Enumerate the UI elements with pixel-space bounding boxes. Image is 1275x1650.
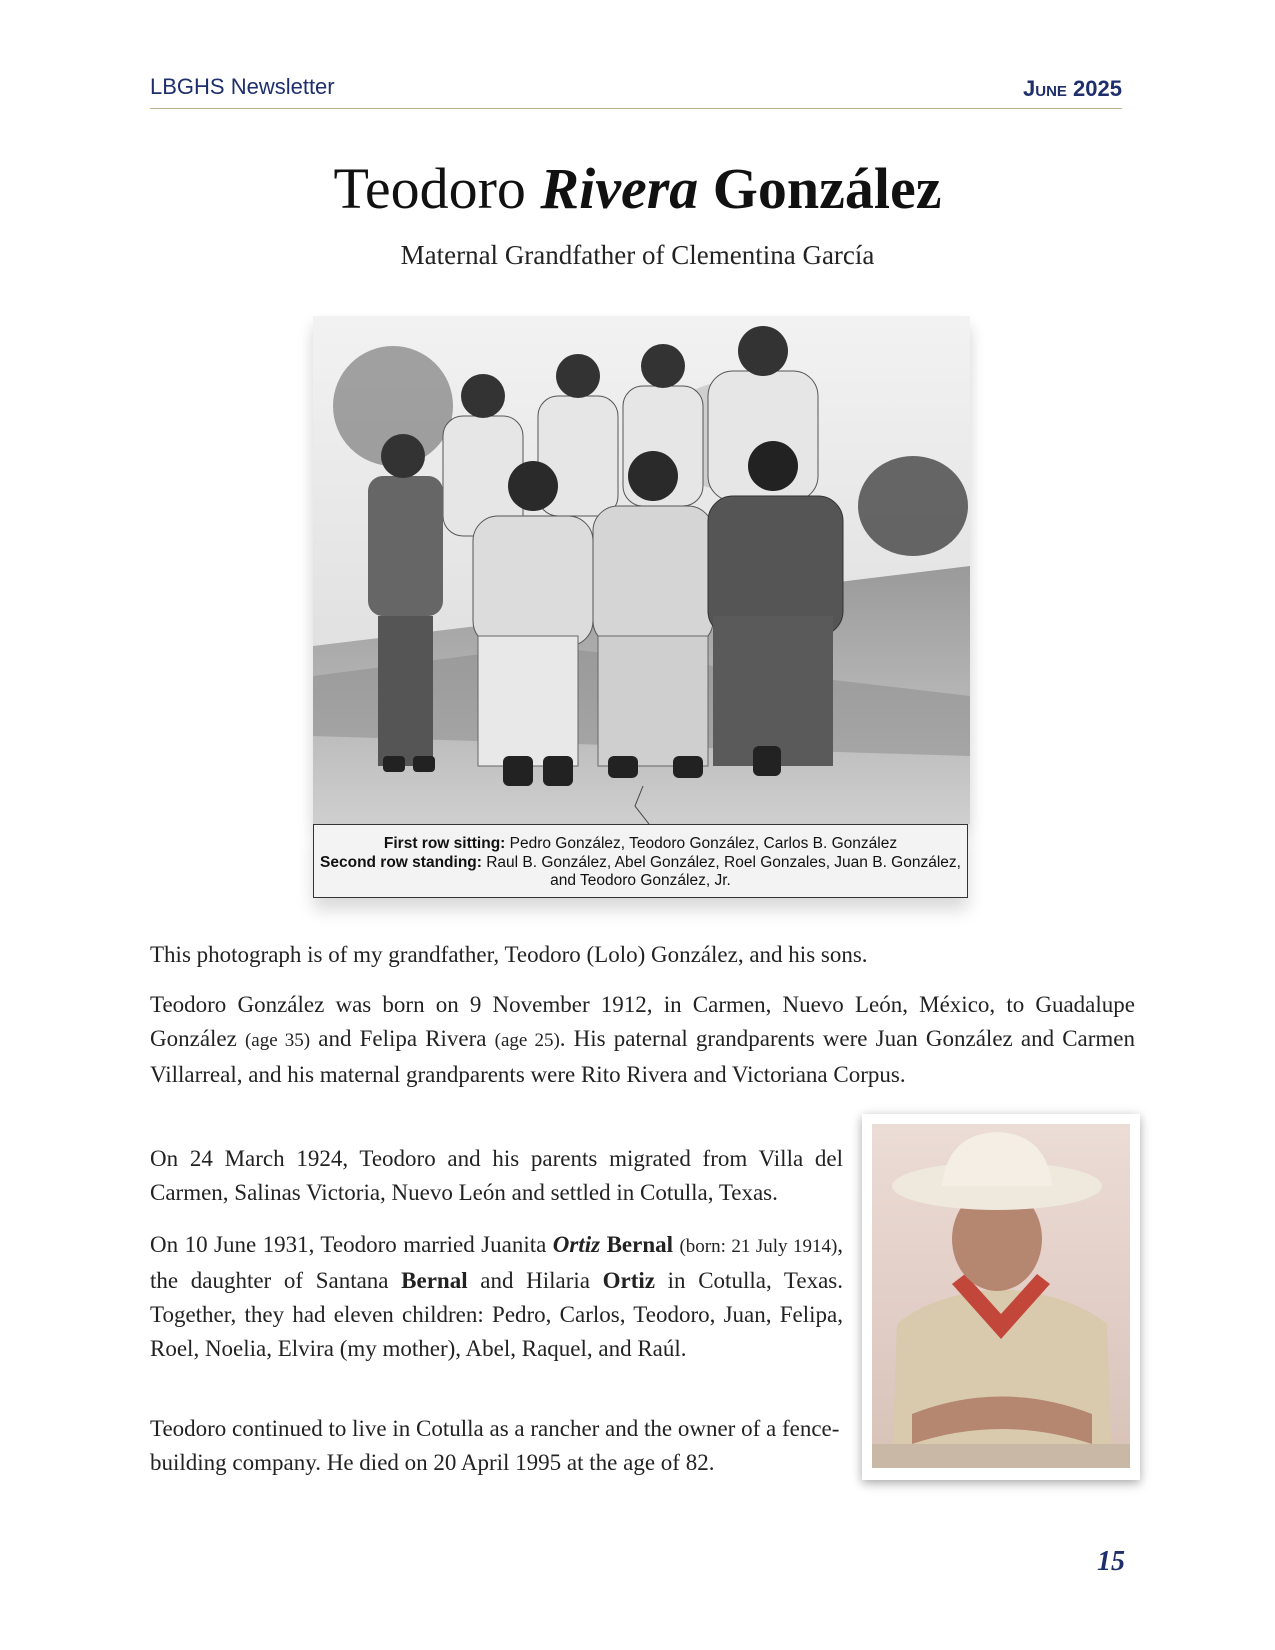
- p2-age-father: (age 35): [244, 1030, 311, 1051]
- article-title: [0, 156, 1275, 221]
- family-group-photo-image: [313, 316, 970, 824]
- p4-text-c: and Hilaria: [480, 1268, 590, 1293]
- title-middle: Rivera: [540, 156, 699, 221]
- caption-row1-names: Pedro González, Teodoro González, Carlos B. González: [509, 835, 898, 852]
- page-header: [150, 74, 1122, 109]
- caption-row2-label: Second row standing:: [320, 853, 482, 871]
- body-paragraph-3: On 24 March 1924, Teodoro and his parents migrated from Villa del Carmen, Salinas Victoria, Nuevo León and settled in Cotulla, Texas.: [150, 1146, 843, 1205]
- body-paragraph-4: [150, 1228, 843, 1366]
- caption-row2-names: Raul B. González, Abel González, Roel Gonzales, Juan B. González, and Teodoro González, Jr.: [486, 853, 961, 889]
- body-paragraph-1: This photograph is of my grandfather, Teodoro (Lolo) González, and his sons.: [150, 942, 868, 967]
- caption-row2: [314, 854, 967, 891]
- body-paragraph-2: [150, 988, 1135, 1092]
- page-number: 15: [1097, 1546, 1125, 1577]
- newsletter-name: LBGHS Newsletter: [150, 74, 335, 99]
- p4-ortiz-2: Ortiz: [602, 1268, 656, 1293]
- article-subtitle: Maternal Grandfather of Clementina García: [400, 240, 875, 270]
- p4-ortiz: Ortiz: [552, 1232, 601, 1257]
- p4-born: (born: 21 July 1914): [679, 1236, 838, 1257]
- issue-date: June 2025: [1023, 76, 1122, 101]
- title-first: Teodoro: [333, 156, 526, 221]
- portrait-photo: [862, 1114, 1140, 1480]
- body-paragraph-5: Teodoro continued to live in Cotulla as a rancher and the owner of a fence-building company. He died on 20 April 1995 at the age of 82.: [150, 1416, 840, 1475]
- p2-text-a: Teodoro González was born on 9 November 1912, in Carmen, Nuevo León, México, to Guadalupe González: [150, 992, 1135, 1051]
- p4-text-a: On 10 June 1931, Teodoro married Juanita: [150, 1232, 547, 1257]
- portrait-photo-image: [872, 1124, 1130, 1468]
- p4-text-b: , the daughter of Santana: [150, 1232, 844, 1293]
- caption-row1-label: First row sitting:: [383, 835, 506, 852]
- p4-bernal-2: Bernal: [401, 1268, 468, 1293]
- p4-bernal: Bernal: [606, 1232, 674, 1257]
- p4-text-d: in Cotulla, Texas. Together, they had eleven children: Pedro, Carlos, Teodoro, Juan, Felipa, Roel, Noelia, Elvira (my mother), Abel, Raquel, and Raúl.: [150, 1268, 843, 1361]
- family-group-photo: [313, 316, 970, 824]
- photo-caption: [313, 824, 968, 898]
- caption-row1: [314, 835, 967, 854]
- title-last: González: [712, 156, 942, 221]
- p2-age-mother: (age 25): [494, 1030, 560, 1051]
- p2-text-c: . His paternal grandparents were Juan González and Carmen Villarreal, and his maternal grandparents were Rito Rivera and Victoriana Corpus.: [150, 1026, 1136, 1087]
- p2-text-b: and Felipa Rivera: [318, 1026, 487, 1051]
